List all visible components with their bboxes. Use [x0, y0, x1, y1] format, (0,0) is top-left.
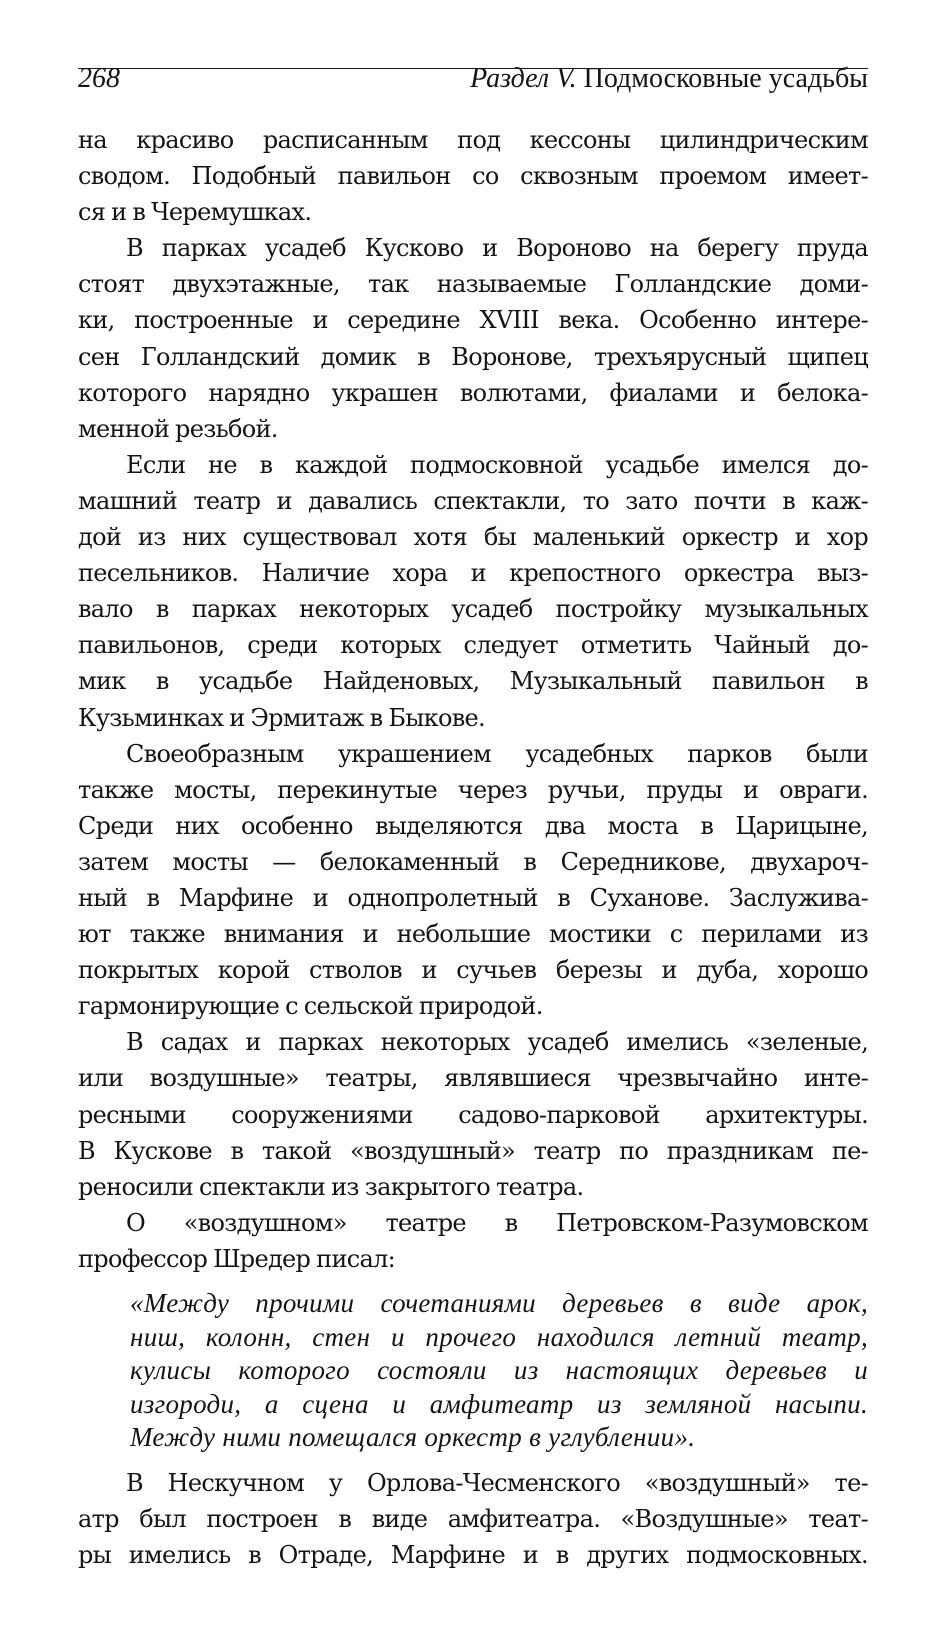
text-line: ресными сооружениями садово-парковой архитектуры. [78, 1100, 868, 1129]
running-header [78, 62, 868, 94]
text-line: Если не в каждой подмосковной усадьбе имелся до- [126, 450, 868, 479]
text-line: профессор Шредер писал: [78, 1244, 396, 1273]
paragraph [78, 1024, 868, 1204]
quote-line: Между ними помещался оркестр в углублении». [130, 1422, 696, 1453]
spacer [78, 1455, 868, 1465]
paragraph [78, 1465, 868, 1573]
text-line: реносили спектакли из закрытого театра. [78, 1172, 584, 1201]
text-line: В парках усадеб Кусково и Вороново на берегу пруда [126, 234, 868, 263]
text-line: ют также внимания и небольшие мостики с перилами из [78, 920, 868, 949]
paragraph [78, 230, 868, 447]
text-line: ся и в Черемушках. [78, 198, 312, 227]
text-line: сводом. Подобный павильон со сквозным проемом имеет- [78, 162, 868, 191]
text-line: или воздушные» театры, являвшиеся чрезвычайно инте- [78, 1064, 868, 1093]
quote-line: «Между прочими сочетаниями деревьев в виде арок, [130, 1288, 868, 1318]
text-line: Кузьминках и Эрмитаж в Быкове. [78, 703, 485, 732]
text-line: О «воздушном» театре в Петровском-Разумовском [126, 1208, 868, 1237]
text-line: мик в усадьбе Найденовых, Музыкальный павильон в [78, 667, 868, 696]
text-line: В садах и парках некоторых усадеб имелись «зеленые, [126, 1028, 868, 1057]
text-line: В Нескучном у Орлова-Чесменского «воздушный» те- [126, 1468, 868, 1497]
text-line: также мосты, перекинутые через ручьи, пруды и овраги. [78, 775, 868, 804]
paragraph [78, 736, 868, 1025]
quote-line: изгороди, а сцена и амфитеатр из земляной насыпи. [130, 1388, 868, 1419]
paragraph [78, 447, 868, 736]
text-line: песельников. Наличие хора и крепостного оркестра выз- [78, 559, 868, 588]
text-line: ки, построенные и середине XVIII века. Особенно интере- [78, 306, 868, 335]
text-line: В Кускове в такой «воздушный» театр по праздникам пе- [78, 1136, 868, 1165]
text-line: покрытых корой стволов и сучьев березы и дуба, хорошо [78, 956, 868, 985]
text-line: которого нарядно украшен волютами, фиалами и белока- [78, 378, 868, 407]
text-line: Своеобразным украшением усадебных парков были [126, 739, 868, 768]
text-line: на красиво расписанным под кессоны цилиндрическим [78, 126, 868, 154]
page-number: 268 [78, 63, 120, 94]
body-text [78, 122, 868, 1573]
block-quote [78, 1287, 868, 1455]
running-title [470, 62, 868, 96]
text-line: атр был построен в виде амфитеатра. «Воздушные» теат- [78, 1505, 868, 1534]
text-line: ный в Марфине и однопролетный в Суханове. Заслужива- [78, 883, 868, 912]
text-line: гармонирующие с сельской природой. [78, 992, 543, 1021]
text-line: ры имелись в Отраде, Марфине и в других подмосковных. [78, 1541, 868, 1570]
text-line: стоят двухэтажные, так называемые Голландские доми- [78, 270, 868, 299]
paragraph [78, 1205, 868, 1277]
text-line: дой из них существовал хотя бы маленький оркестр и хор [78, 523, 868, 552]
text-line: Среди них особенно выделяются два моста в Царицыне, [78, 811, 868, 840]
spacer [78, 1277, 868, 1287]
quote-line: кулисы которого состояли из настоящих деревьев и [130, 1355, 868, 1386]
section-label: Раздел V. [470, 63, 577, 94]
text-line: сен Голландский домик в Воронове, трехъярусный щипец [78, 342, 868, 371]
text-line: павильонов, среди которых следует отметить Чайный до- [78, 631, 868, 660]
quote-line: ниш, колонн, стен и прочего находился летний театр, [130, 1321, 868, 1352]
text-line: менной резьбой. [78, 414, 278, 443]
text-line: машний театр и давались спектакли, то зато почти в каж- [78, 486, 868, 515]
paragraph [78, 122, 868, 230]
chapter-title: Подмосковные усадьбы [583, 63, 868, 94]
text-line: вало в парках некоторых усадеб постройку музыкальных [78, 595, 868, 624]
text-line: затем мосты — белокаменный в Середникове, двухароч- [78, 847, 868, 876]
